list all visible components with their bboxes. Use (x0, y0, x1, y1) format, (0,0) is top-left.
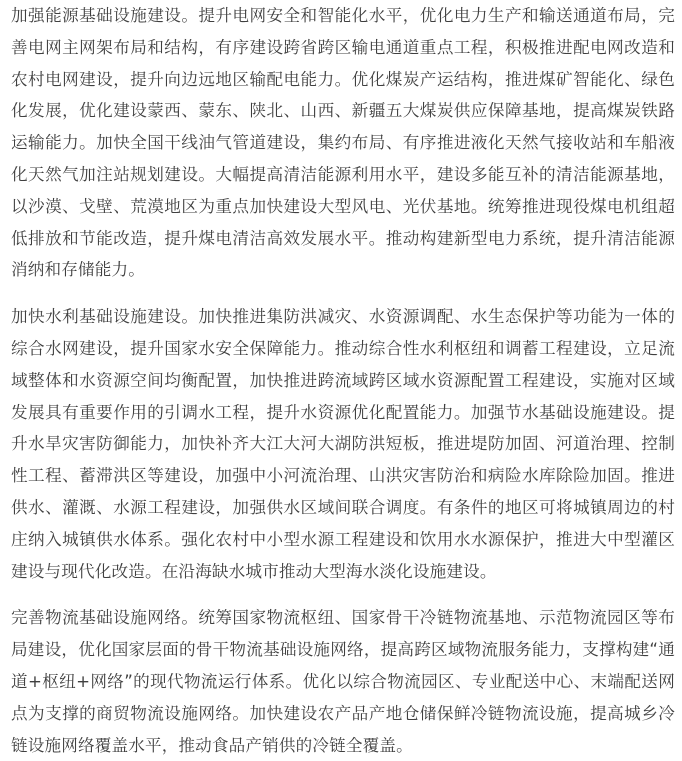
paragraph-logistics-infrastructure: 完善物流基础设施网络。统筹国家物流枢纽、国家骨干冷链物流基地、示范物流园区等布局建设，优化国家层面的骨干物流基础设施网络，提高跨区域物流服务能力，支撑构建“通道+枢纽+网络”的现代物流运行体系。优化以综合物流园区、专业配送中心、末端配送网点为支撑的商贸物流设施网络。加快建设农产品产地仓储保鲜冷链物流设施，提高城乡冷链设施网络覆盖水平，推动食品产销供的冷链全覆盖。 (11, 608, 675, 755)
paragraph-energy-infrastructure: 加强能源基础设施建设。提升电网安全和智能化水平，优化电力生产和输送通道布局，完善电网主网架布局和结构，有序建设跨省跨区输电通道重点工程，积极推进配电网改造和农村电网建设，提升向边远地区输配电能力。优化煤炭产运结构，推进煤矿智能化、绿色化发展，优化建设蒙西、蒙东、陕北、山西、新疆五大煤炭供应保障基地，提高煤炭铁路运输能力。加快全国干线油气管道建设，集约布局、有序推进液化天然气接收站和车船液化天然气加注站规划建设。大幅提高清洁能源利用水平，建设多能互补的清洁能源基地，以沙漠、戈壁、荒漠地区为重点加快建设大型风电、光伏基地。统筹推进现役煤电机组超低排放和节能改造，提升煤电清洁高效发展水平。推动构建新型电力系统，提升清洁能源消纳和存储能力。 (11, 6, 675, 280)
paragraph-water-infrastructure: 加快水利基础设施建设。加快推进集防洪减灾、水资源调配、水生态保护等功能为一体的综合水网建设，提升国家水安全保障能力。推动综合性水利枢纽和调蓄工程建设，立足流域整体和水资源空间均衡配置，加快推进跨流域跨区域水资源配置工程建设，实施对区域发展具有重要作用的引调水工程，提升水资源优化配置能力。加强节水基础设施建设。提升水旱灾害防御能力，加快补齐大江大河大湖防洪短板，推进堤防加固、河道治理、控制性工程、蓄滞洪区等建设，加强中小河流治理、山洪灾害防治和病险水库除险加固。推进供水、灌溉、水源工程建设，加强供水区域间联合调度。有条件的地区可将城镇周边的村庄纳入城镇供水体系。强化农村中小型水源工程建设和饮用水水源保护，推进大中型灌区建设与现代化改造。在沿海缺水城市推动大型海水淡化设施建设。 (11, 307, 675, 581)
article-body (11, 0, 675, 761)
